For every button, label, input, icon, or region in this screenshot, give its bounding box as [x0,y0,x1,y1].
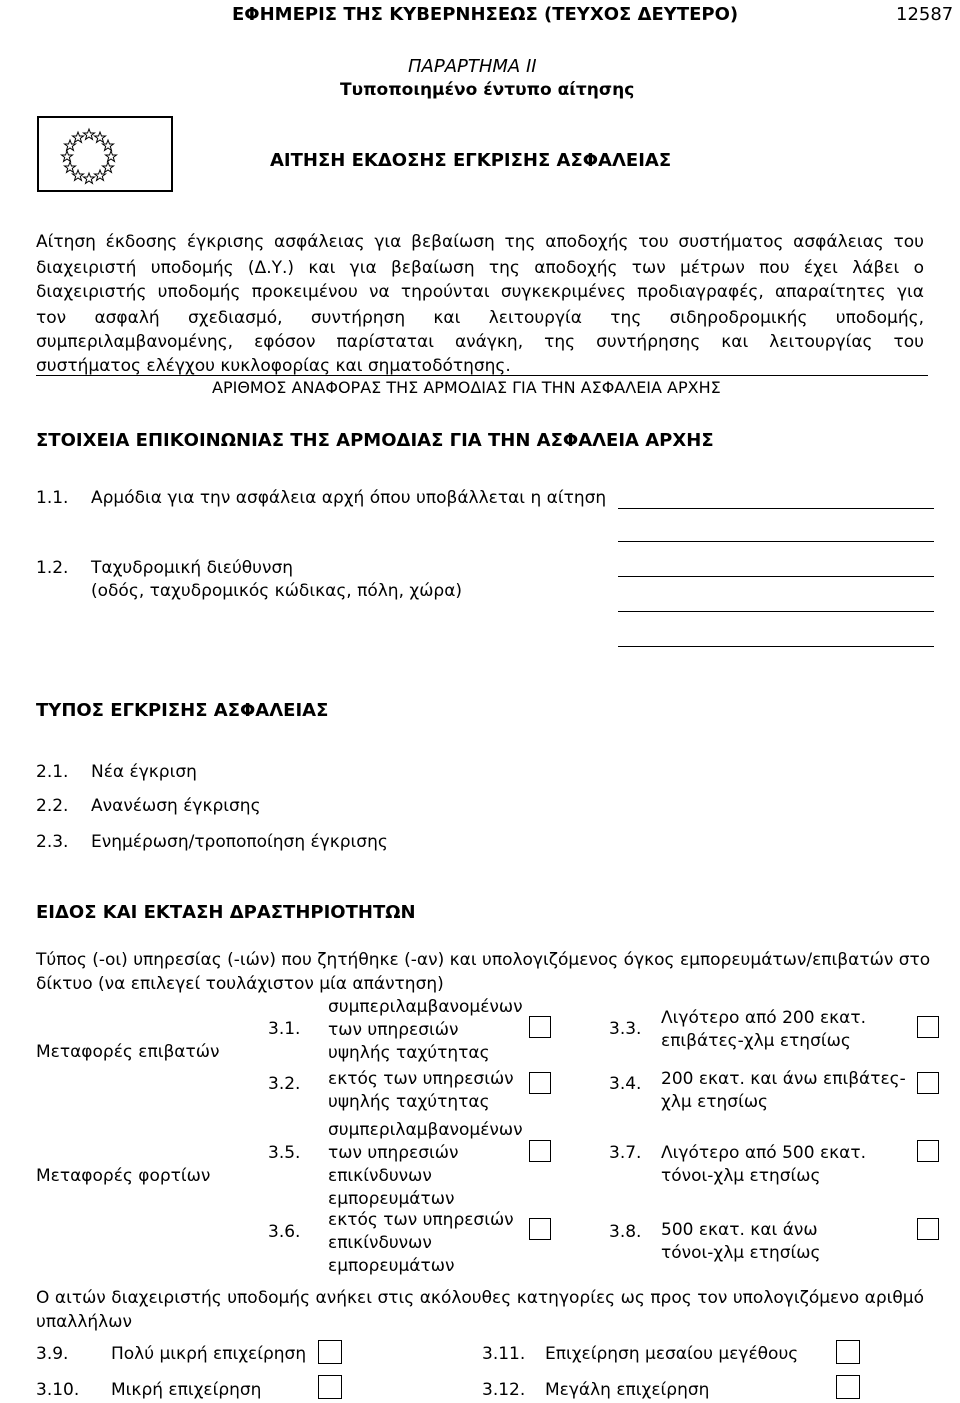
opt-3-3-label: Λιγότερο από 200 εκατ. επιβάτες-χλμ ετησίως [661,1008,867,1051]
opt-3-1-checkbox[interactable] [529,1016,551,1038]
intro-line-1: Αίτηση έκδοσης έγκρισης ασφάλειας για βεβαίωση της αποδοχής του συστήματος ασφάλειας του [36,232,924,252]
opt-3-1-label: συμπεριλαμβανομένων των υπηρεσιών υψηλής ταχύτητας [328,997,523,1063]
category-intro-line-1: Ο αιτών διαχειριστής υποδομής ανήκει στις ακόλουθες κατηγορίες ως προς τον υπολογιζόμενο αριθμό [36,1288,924,1308]
opt-3-5-label: συμπεριλαμβανομένων των υπηρεσιών επικίνδυνων εμπορευμάτων [328,1120,523,1209]
opt-3-2-label: εκτός των υπηρεσιών υψηλής ταχύτητας [328,1069,514,1112]
section3-heading: ΕΙΔΟΣ ΚΑΙ ΕΚΤΑΣΗ ΔΡΑΣΤΗΡΙΟΤΗΤΩΝ [36,902,416,923]
item-2-1-label[interactable]: Νέα έγκριση [91,762,197,782]
item-2-2-label[interactable]: Ανανέωση έγκρισης [91,796,261,816]
cat-3-12-label: Μεγάλη επιχείρηση [545,1380,710,1400]
eu-flag-logo [37,116,173,192]
opt-3-1-number: 3.1. [268,1019,301,1039]
freight-label: Μεταφορές φορτίων [36,1166,211,1186]
gazette-title: ΕΦΗΜΕΡΙΣ ΤΗΣ ΚΥΒΕΡΝΗΣΕΩΣ (ΤΕΥΧΟΣ ΔΕΥΤΕΡΟ) [232,4,739,25]
opt-3-3-checkbox[interactable] [917,1016,939,1038]
cat-3-12-number: 3.12. [482,1380,526,1400]
cat-3-10-label: Μικρή επιχείρηση [111,1380,262,1400]
cat-3-9-label: Πολύ μικρή επιχείρηση [111,1344,307,1364]
item-2-1-number: 2.1. [36,762,69,782]
opt-3-5-checkbox[interactable] [529,1140,551,1162]
reference-label: ΑΡΙΘΜΟΣ ΑΝΑΦΟΡΑΣ ΤΗΣ ΑΡΜΟΔΙΑΣ ΓΙΑ ΤΗΝ ΑΣΦΑΛΕΙΑ ΑΡΧΗΣ [212,378,721,397]
item-2-2-number: 2.2. [36,796,69,816]
section3-intro-line-1: Τύπος (-οι) υπηρεσίας (-ιών) που ζητήθηκε (-αν) και υπολογιζόμενος όγκος εμπορευμάτων/επιβατών στο [36,950,931,970]
page-number: 12587 [896,4,954,25]
cat-3-11-number: 3.11. [482,1344,526,1364]
address-field-line-1[interactable] [618,576,934,577]
cat-3-9-checkbox[interactable] [318,1340,342,1364]
opt-3-2-number: 3.2. [268,1074,301,1094]
opt-3-8-checkbox[interactable] [917,1218,939,1240]
opt-3-6-label: εκτός των υπηρεσιών επικίνδυνων εμπορευμάτων [328,1210,514,1276]
authority-field-line-1[interactable] [618,508,934,509]
annex-subtitle: Τυποποιημένο έντυπο αίτησης [340,80,635,100]
passenger-label: Μεταφορές επιβατών [36,1042,220,1062]
intro-line-5: συμπεριλαμβανομένης, εφόσον παρίσταται ανάγκη, της συντήρησης και λειτουργίας του [36,332,924,352]
opt-3-2-checkbox[interactable] [529,1072,551,1094]
intro-line-3: διαχειριστής υποδομής προκειμένου να τηρούνται συγκεκριμένες προδιαγραφές, απαραίτητες για [36,282,924,302]
opt-3-7-number: 3.7. [609,1143,642,1163]
intro-line-2: διαχειριστή υποδομής (Δ.Υ.) και για βεβαίωση της αποδοχής των μέτρων που έχει λάβει ο [36,258,924,278]
reference-number-field[interactable] [36,375,928,376]
section1-heading: ΣΤΟΙΧΕΙΑ ΕΠΙΚΟΙΝΩΝΙΑΣ ΤΗΣ ΑΡΜΟΔΙΑΣ ΓΙΑ ΤΗΝ ΑΣΦΑΛΕΙΑ ΑΡΧΗΣ [36,430,714,451]
item-1-1-number: 1.1. [36,488,69,508]
opt-3-6-checkbox[interactable] [529,1218,551,1240]
item-1-2-label: Ταχυδρομική διεύθυνση [91,558,294,578]
category-intro-line-2: υπαλλήλων [36,1312,132,1332]
cat-3-9-number: 3.9. [36,1344,69,1364]
section3-intro-line-2: δίκτυο (να επιλεγεί τουλάχιστον μία απάντηση) [36,974,444,994]
opt-3-6-number: 3.6. [268,1222,301,1242]
item-2-3-label[interactable]: Ενημέρωση/τροποποίηση έγκρισης [91,832,388,852]
cat-3-11-label: Επιχείρηση μεσαίου μεγέθους [545,1344,799,1364]
opt-3-8-number: 3.8. [609,1222,642,1242]
item-2-3-number: 2.3. [36,832,69,852]
section2-heading: ΤΥΠΟΣ ΕΓΚΡΙΣΗΣ ΑΣΦΑΛΕΙΑΣ [36,700,329,721]
eu-stars-icon [39,118,171,190]
intro-line-4: τον ασφαλή σχεδιασμό, συντήρηση και λειτουργία της σιδηροδρομικής υποδομής, [36,308,924,328]
intro-line-6: συστήματος ελέγχου κυκλοφορίας και σηματοδότησης. [36,356,511,376]
address-field-line-3[interactable] [618,646,934,647]
opt-3-7-checkbox[interactable] [917,1140,939,1162]
opt-3-4-checkbox[interactable] [917,1072,939,1094]
opt-3-4-number: 3.4. [609,1074,642,1094]
annex-title: ΠΑΡΑΡΤΗΜΑ ΙΙ [408,56,537,77]
cat-3-12-checkbox[interactable] [836,1375,860,1399]
item-1-2-sublabel: (οδός, ταχυδρομικός κώδικας, πόλη, χώρα) [91,581,463,601]
opt-3-5-number: 3.5. [268,1143,301,1163]
address-field-line-2[interactable] [618,611,934,612]
opt-3-4-label: 200 εκατ. και άνω επιβάτες- χλμ ετησίως [661,1069,906,1112]
opt-3-7-label: Λιγότερο από 500 εκατ. τόνοι-χλμ ετησίως [661,1143,867,1186]
cat-3-11-checkbox[interactable] [836,1340,860,1364]
cat-3-10-number: 3.10. [36,1380,80,1400]
item-1-1-label: Αρμόδια για την ασφάλεια αρχή όπου υποβάλλεται η αίτηση [91,488,607,508]
authority-field-line-2[interactable] [618,541,934,542]
form-title: ΑΙΤΗΣΗ ΕΚΔΟΣΗΣ ΕΓΚΡΙΣΗΣ ΑΣΦΑΛΕΙΑΣ [270,150,672,171]
item-1-2-number: 1.2. [36,558,69,578]
opt-3-8-label: 500 εκατ. και άνω τόνοι-χλμ ετησίως [661,1220,821,1263]
opt-3-3-number: 3.3. [609,1019,642,1039]
cat-3-10-checkbox[interactable] [318,1375,342,1399]
